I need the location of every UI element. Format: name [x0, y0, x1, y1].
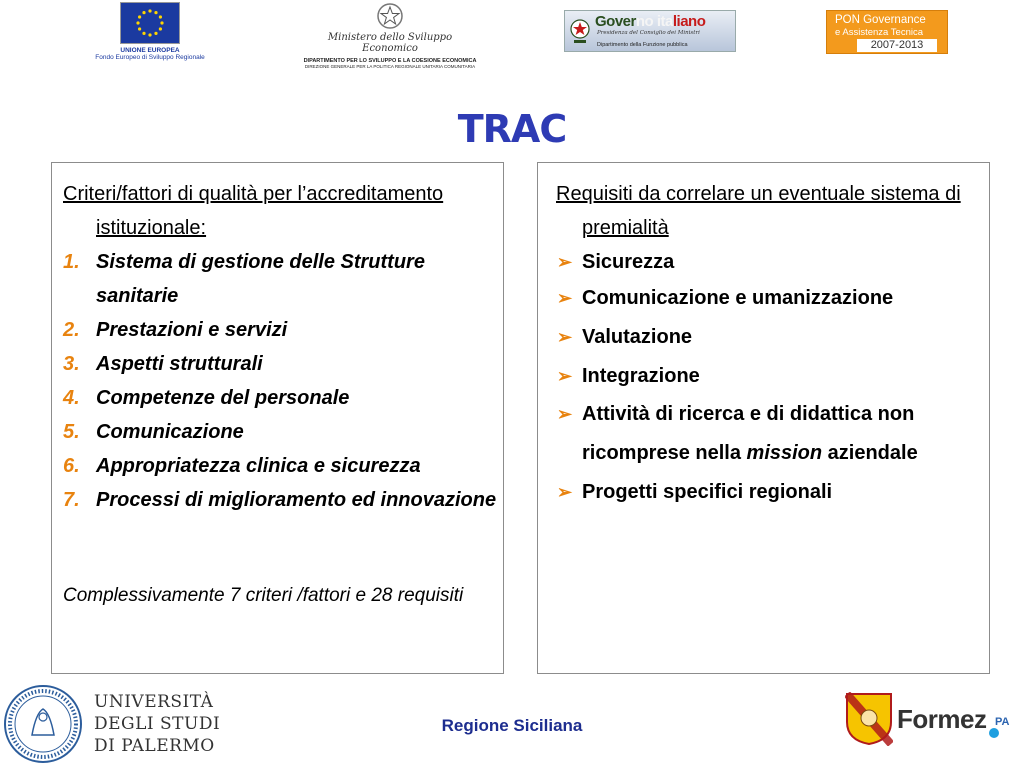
- list-item: 1. Sistema di gestione delle Strutture sanitarie: [63, 251, 425, 307]
- arrow-bullet-icon: ➢: [557, 252, 573, 272]
- requirements-heading: Requisiti da correlare un eventuale sistema di premialità: [556, 183, 961, 239]
- criteria-list: [63, 245, 503, 517]
- list-item: ➢ Valutazione: [556, 319, 986, 355]
- sicily-trinacria-shield-icon: [845, 692, 893, 746]
- requirements-box: [537, 162, 990, 674]
- ministry-directorate: DIREZIONE GENERALE PER LA POLITICA REGIONALE UNITARIA COMUNITARIA: [304, 64, 476, 69]
- criteria-box: [51, 162, 504, 674]
- formez-suffix: PA: [995, 716, 1010, 728]
- list-item: ➢ Integrazione: [556, 358, 986, 394]
- list-item: ➢ Sicurezza: [556, 245, 986, 279]
- pon-governance-logo: [826, 10, 948, 54]
- arrow-bullet-icon: ➢: [557, 288, 573, 308]
- ministry-name: Ministero dello Sviluppo Economico: [327, 32, 453, 54]
- formez-name: Formez: [897, 704, 987, 734]
- criteria-heading: Criteri/fattori di qualità per l’accreditamento istituzionale:: [63, 183, 444, 239]
- pon-years: 2007-2013: [857, 39, 937, 52]
- eu-logo-line2: Fondo Europeo di Sviluppo Regionale: [95, 54, 205, 61]
- governo-title: Governo italiano: [595, 13, 706, 30]
- pon-line1: PON Governance: [835, 14, 926, 26]
- eu-logo-line1: UNIONE EUROPEA: [120, 47, 180, 54]
- list-item: ➢ Attività di ricerca e di didattica non ricomprese nella mission aziendale: [556, 395, 986, 473]
- formez-logo: [843, 690, 1023, 750]
- list-item: 6. Appropriatezza clinica e sicurezza: [63, 455, 421, 477]
- list-item: 7. Processi di miglioramento ed innovazione: [63, 489, 497, 511]
- footer-region: Regione Siciliana: [441, 716, 583, 735]
- page-title: TRAC: [457, 107, 567, 151]
- ministry-logo: [300, 2, 480, 69]
- formez-dot-icon: [989, 728, 999, 738]
- arrow-bullet-icon: ➢: [557, 482, 573, 502]
- eu-logo: [80, 2, 220, 61]
- arrow-bullet-icon: ➢: [557, 404, 573, 424]
- list-item: 3. Aspetti strutturali: [63, 353, 263, 375]
- governo-italiano-logo: [564, 10, 736, 52]
- list-item: ➢ Progetti specifici regionali: [556, 474, 986, 510]
- eu-flag-icon: [120, 2, 180, 44]
- italian-republic-emblem-icon: [376, 2, 404, 30]
- governo-subtitle: Presidenza del Consiglio dei Ministri: [597, 30, 700, 36]
- requirements-list: [556, 245, 986, 510]
- ministry-department: DIPARTIMENTO PER LO SVILUPPO E LA COESIONE ECONOMICA: [303, 58, 477, 64]
- arrow-bullet-icon: ➢: [557, 327, 573, 347]
- criteria-summary: Complessivamente 7 criteri /fattori e 28 requisiti: [63, 585, 464, 606]
- list-item: 5. Comunicazione: [63, 421, 244, 443]
- governo-department: Dipartimento della Funzione pubblica: [597, 42, 688, 48]
- pon-line2: e Assistenza Tecnica: [835, 27, 924, 38]
- arrow-bullet-icon: ➢: [557, 366, 573, 386]
- list-item: 4. Competenze del personale: [63, 387, 350, 409]
- list-item: ➢ Comunicazione e umanizzazione: [556, 280, 986, 316]
- university-name: UNIVERSITÀ DEGLI STUDI DI PALERMO: [94, 692, 221, 756]
- list-item: 2. Prestazioni e servizi: [63, 319, 288, 341]
- italian-republic-emblem-icon: [568, 15, 592, 47]
